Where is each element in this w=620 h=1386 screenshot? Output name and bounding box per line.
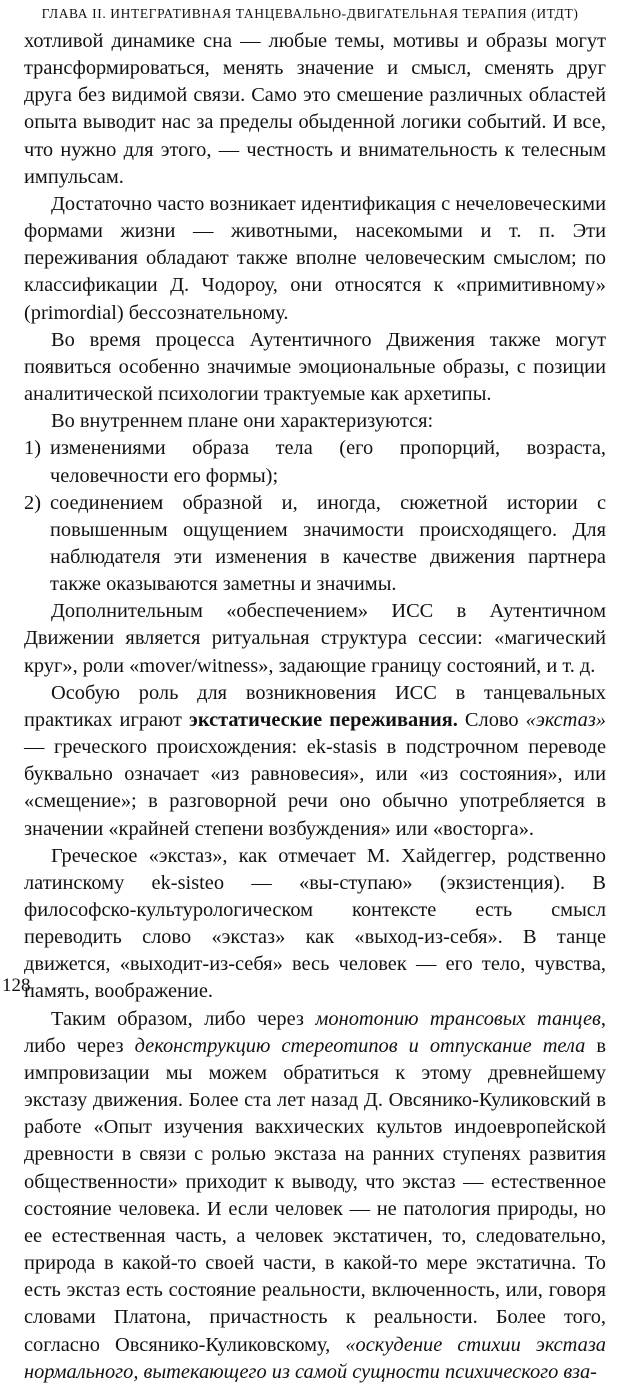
running-header: ГЛАВА II. ИНТЕГРАТИВНАЯ ТАНЦЕВАЛЬНО-ДВИГАТЕЛЬНАЯ ТЕРАПИЯ (ИТДТ)	[41, 6, 579, 21]
paragraph-1: хотливой динамике сна — любые темы, мотивы и образы могут трансформироваться, менять значение и смысл, сменять друг друга без видимой связи. Само это смешение различных областей опыта выводит нас за пределы обыденной логики событий. И все, что нужно для этого, — честность и внимательность к телесным импульсам.	[24, 30, 606, 188]
bold-term: экстатические переживания.	[189, 708, 458, 731]
body-text	[24, 28, 606, 1386]
italic-term: деконструкцию стереотипов и отпускание тела	[134, 1034, 586, 1057]
paragraph-4: Во внутреннем плане они характеризуются:	[51, 410, 434, 433]
text-run: в импровизации мы можем обратиться к этому древнейшему экстазу движения. Более ста лет назад Д. Овсянико-Куликовский в работе «Опыт изучения вакхических культов индоевропейской древности в связи с ролью экстаза на ранних ступенях развития общественности» приходит к выводу, что экстаз — естественное состояние человека. И если человек — не патология природы, но ее естественная часть, а человек экстатичен, то, следовательно, природа в какой-то своей части, в какой-то мере экстатична. То есть экстаз есть состояние реальности, включенность, или, говоря словами Платона, причастность к реальности. Более того, согласно Овсянико-Куликовскому,	[24, 1034, 606, 1356]
list-item	[24, 490, 606, 599]
text-run: Слово	[457, 708, 526, 731]
page-number: 128	[2, 975, 31, 996]
paragraph-3: Во время процесса Аутентичного Движения также могут появиться особенно значимые эмоциональные образы, с позиции аналитической психологии трактуемые как архетипы.	[24, 328, 606, 406]
list-text: соединением образной и, иногда, сюжетной истории с повышенным ощущением значимости происходящего. Для наблюдателя эти изменения в качестве движения партнера также оказываются заметны и значимы.	[50, 491, 606, 596]
text-run: — греческого происхождения: ek-stasis в подстрочном переводе буквально означает «из равновесия», или «из состояния», или «смещение»; в разговорной речи оно обычно употребляется в значении «крайней степени возбуждения» или «восторга».	[24, 736, 606, 840]
italic-term: монотонию трансовых танцев	[315, 1007, 601, 1030]
text-run: , либо через	[24, 1007, 606, 1057]
text-run: Особую роль для возникновения ИСС в танцевальных практиках играют	[24, 681, 606, 731]
italic-term: «экстаз»	[525, 708, 606, 731]
italic-quote: «оскудение стихии экстаза нормального, вытекающего из самой сущности психического вза-	[24, 1333, 606, 1383]
paragraph-2: Достаточно часто возникает идентификация с нечеловеческими формами жизни — животными, насекомыми и т. п. Эти переживания обладают также вполне человеческим смыслом; по классификации Д. Чодороу, они относятся к «примитивному» (primordial) бессознательному.	[24, 192, 606, 324]
paragraph-8	[24, 1006, 606, 1386]
paragraph-7: Греческое «экстаз», как отмечает М. Хайдеггер, родственно латинскому ek-sisteo — «вы-ступаю» (экзистенция). В философско-культурологическом контексте есть смысл переводить слово «экстаз» как «выход-из-себя». В танце движется, «выходит-из-себя» весь человек — его тело, чувства, память, воображение.	[24, 844, 606, 1003]
list-item	[24, 435, 606, 489]
list-number: 1)	[24, 437, 41, 460]
paragraph-5: Дополнительным «обеспечением» ИСС в Аутентичном Движении является ритуальная структура сессии: «магический круг», роли «mover/witness», задающие границу состояний, и т. д.	[24, 600, 606, 677]
text-run: Таким образом, либо через	[51, 1007, 316, 1030]
list-number: 2)	[24, 491, 41, 514]
list-text: изменениями образа тела (его пропорций, возраста, человечности его формы);	[50, 437, 606, 487]
paragraph-6	[24, 680, 606, 843]
